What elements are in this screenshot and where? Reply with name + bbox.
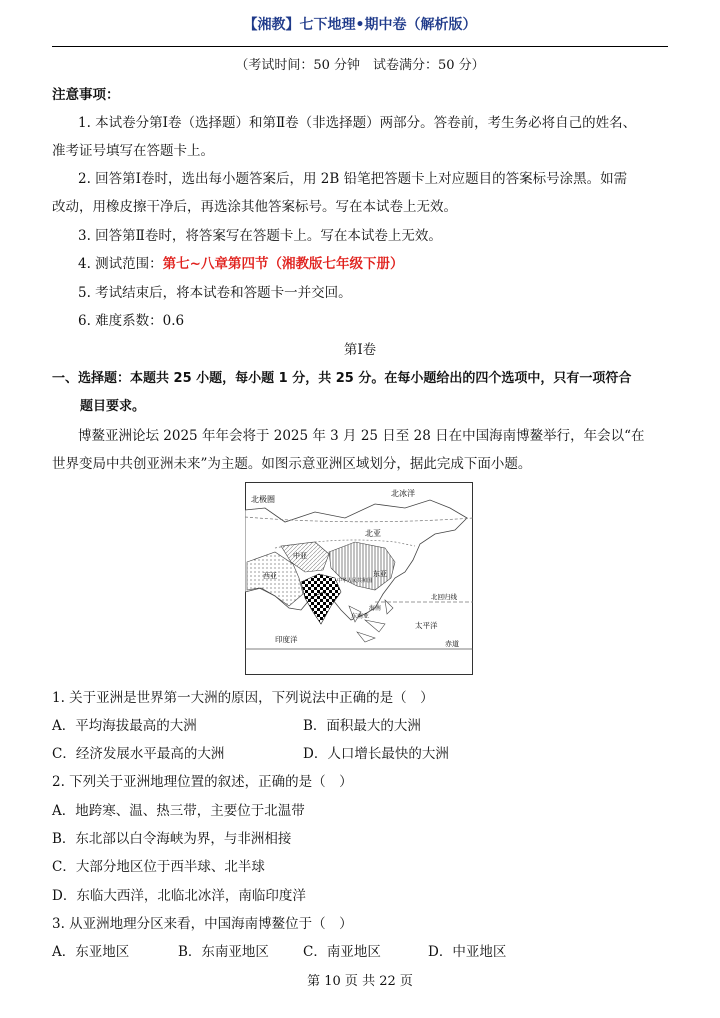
notes-heading: 注意事项： [52, 87, 120, 103]
question-2-stem: 2. 下列关于亚洲地理位置的叙述，正确的是（ ） [52, 774, 353, 790]
note-4 [78, 254, 698, 274]
header-divider [52, 46, 668, 47]
section-title-a: 一、选择题：本题共 25 小题，每小题 1 分，共 25 分。在每小题给出的四个选项中，只有一项符合 [52, 371, 632, 386]
label-east-asia: 东亚 [373, 570, 387, 578]
label-arctic-ocean: 北冰洋 [391, 489, 415, 498]
note-2a: 2. 回答第Ⅰ卷时，选出每小题答案后，用 2B 铅笔把答题卡上对应题目的答案标号涂黑。如需 [78, 171, 628, 187]
question-3-option-c[interactable]: C．南亚地区 [303, 944, 381, 960]
passage-line-1: 博鳌亚洲论坛 2025 年年会将于 2025 年 3 月 25 日至 28 日在中国海南博鳌举行，年会以“在 [78, 428, 645, 444]
exam-info: （考试时间：50 分钟 试卷满分：50 分） [235, 58, 485, 73]
page-footer: 第 10 页 共 22 页 [307, 974, 413, 989]
label-hainan: 海南 [369, 605, 382, 612]
note-1a: 1. 本试卷分第Ⅰ卷（选择题）和第Ⅱ卷（非选择题）两部分。答卷前，考生务必将自己的姓名、 [78, 115, 637, 131]
question-1-option-b[interactable]: B．面积最大的大洲 [303, 718, 421, 734]
passage-line-2: 世界变局中共创亚洲未来”为主题。如图示意亚洲区域划分，据此完成下面小题。 [52, 456, 532, 472]
asia-region-map [245, 482, 473, 675]
note-4-prefix: 4. 测试范围： [78, 256, 163, 272]
section-title-b: 题目要求。 [80, 399, 146, 414]
question-2-option-b[interactable]: B．东北部以白令海峡为界，与非洲相接 [52, 831, 292, 847]
label-polar: 北极圈 [251, 495, 275, 504]
label-west-asia: 西亚 [263, 572, 277, 580]
volume-title: 第Ⅰ卷 [343, 342, 377, 358]
note-3: 3. 回答第Ⅱ卷时，将答案写在答题卡上。写在本试卷上无效。 [78, 228, 442, 244]
label-north-asia: 北亚 [365, 529, 381, 538]
note-6: 6. 难度系数：0.6 [78, 313, 185, 329]
note-1b: 准考证号填写在答题卡上。 [52, 143, 214, 159]
question-2-option-d[interactable]: D．东临大西洋，北临北冰洋，南临印度洋 [52, 888, 306, 904]
document-header-title: 【湘教】七下地理•期中卷（解析版） [243, 17, 477, 33]
question-3-stem: 3. 从亚洲地理分区来看，中国海南博鳌位于（ ） [52, 916, 353, 932]
label-central-asia: 中亚 [293, 552, 307, 560]
question-3-option-d[interactable]: D．中亚地区 [428, 944, 507, 960]
label-pacific: 太平洋 [415, 621, 438, 630]
question-1-stem: 1. 关于亚洲是世界第一大洲的原因，下列说法中正确的是（ ） [52, 690, 434, 706]
question-1-option-a[interactable]: A．平均海拔最高的大洲 [52, 718, 197, 734]
test-range: 第七~八章第四节（湘教版七年级下册） [162, 256, 404, 272]
label-equator: 赤道 [445, 640, 459, 648]
note-2b: 改动，用橡皮擦干净后，再选涂其他答案标号。写在本试卷上无效。 [52, 199, 457, 215]
question-1-option-c[interactable]: C．经济发展水平最高的大洲 [52, 746, 225, 762]
label-indian-ocean: 印度洋 [275, 635, 298, 644]
question-2-option-a[interactable]: A．地跨寒、温、热三带，主要位于北温带 [52, 803, 305, 819]
label-china: 中华人民共和国 [337, 578, 373, 584]
question-1-option-d[interactable]: D．人口增长最快的大洲 [303, 746, 449, 762]
question-3-option-b[interactable]: B．东南亚地区 [178, 944, 269, 960]
label-tropic: 北回归线 [431, 593, 457, 601]
label-se-asia: 东南亚 [351, 613, 370, 620]
question-3-option-a[interactable]: A．东亚地区 [52, 944, 130, 960]
note-5: 5. 考试结束后，将本试卷和答题卡一并交回。 [78, 285, 352, 301]
question-2-option-c[interactable]: C．大部分地区位于西半球、北半球 [52, 859, 265, 875]
